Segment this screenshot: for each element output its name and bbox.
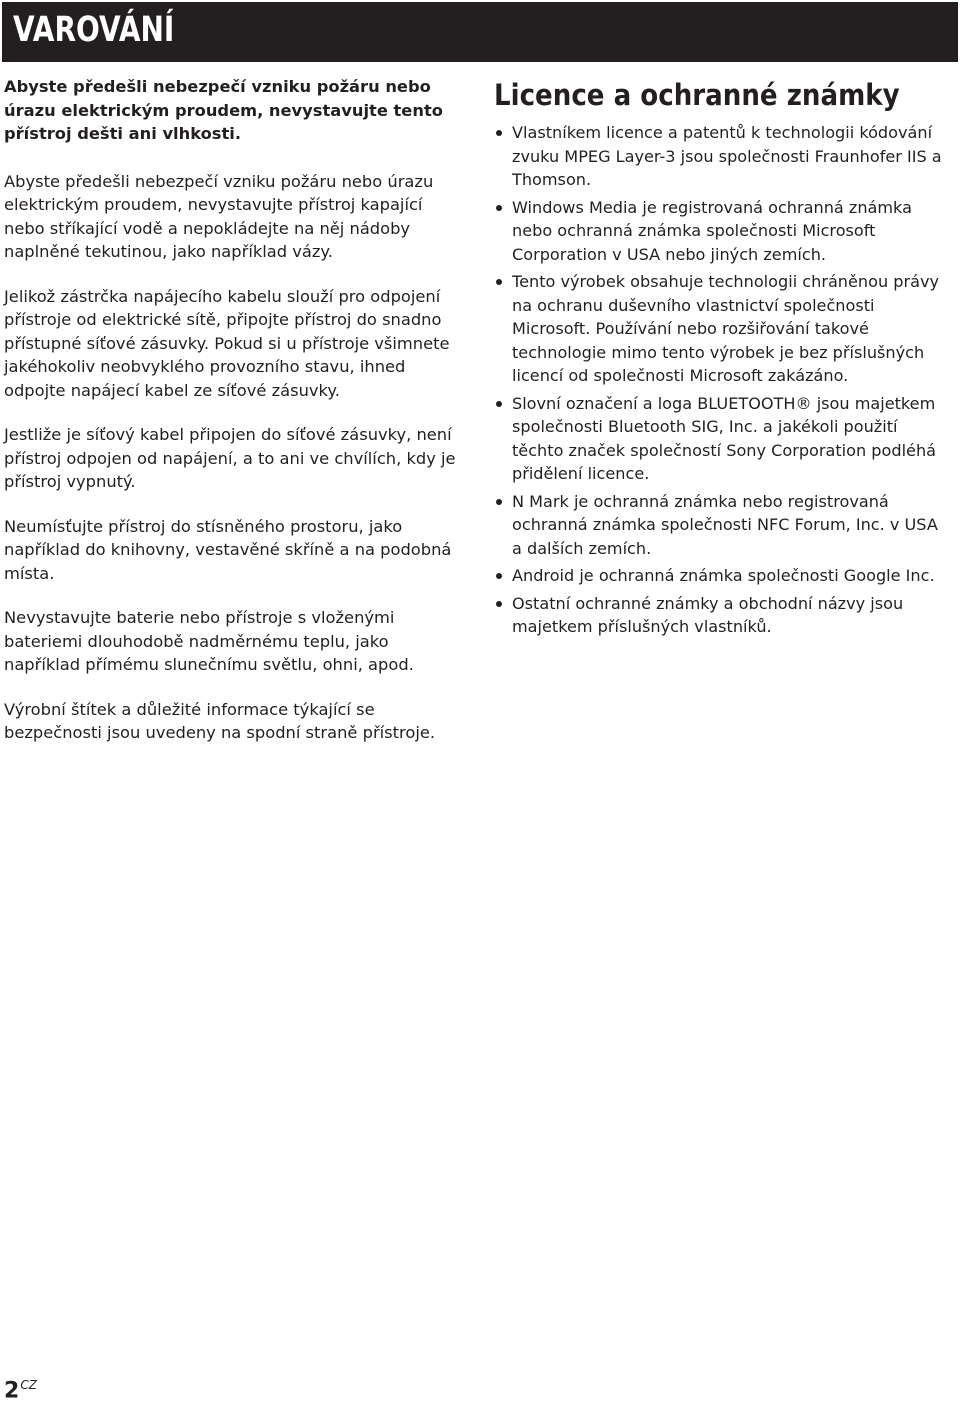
warning-paragraph: Jelikož zástrčka napájecího kabelu slouží pro odpojení přístroje od elektrické sítě, připojte přístroj do snadno přístupné síťové zásuvky. Pokud si u přístroje všimnete jakéhokoliv neobvyklého provozního stavu, ihned odpojte napájecí kabel ze síťové zásuvky. [4, 286, 450, 400]
list-item-text: Tento výrobek obsahuje technologii chráněnou právy na ochranu duševního vlastnictví společnosti Microsoft. Používání nebo rozšiřování takové technologie mimo tento výrobek je bez příslušných licencí od společnosti Microsoft zakázáno. [512, 272, 940, 385]
page-number-value: 2 [4, 1378, 20, 1404]
list-item-text: Ostatní ochranné známky a obchodní názvy jsou majetkem příslušných vlastníků. [512, 593, 904, 636]
list-item-text: Windows Media je registrovaná ochranná známka nebo ochranná známka společnosti Microsoft Corporation v USA nebo jiných zemích. [512, 197, 912, 264]
list-item-text: N Mark je ochranná známka nebo registrovaná ochranná známka společnosti NFC Forum, Inc. v USA a dalších zemích. [512, 491, 938, 558]
bullet-icon [496, 601, 502, 607]
list-item-text: Slovní označení a loga BLUETOOTH® jsou majetkem společnosti Bluetooth SIG, Inc. a jakékoli použití těchto značek společností Sony Corporation podléhá přidělení licence. [512, 393, 937, 483]
list-item [494, 592, 952, 639]
list-item [494, 270, 952, 388]
page-title: VAROVÁNÍ [13, 10, 175, 50]
title-bar [2, 2, 958, 62]
bullet-icon [496, 279, 502, 285]
list-item-text: Android je ochranná známka společnosti Google Inc. [512, 566, 935, 585]
bullet-icon [496, 499, 502, 505]
bullet-icon [496, 130, 502, 136]
trademark-list [494, 121, 952, 639]
warning-paragraph: Abyste předešli nebezpečí vzniku požáru nebo úrazu elektrickým proudem, nevystavujte přístroj kapající nebo stříkající vodě a nepokládejte na něj nádoby naplněné tekutinou, jako například vázy. [4, 171, 434, 261]
list-item [494, 392, 952, 486]
warning-paragraph: Výrobní štítek a důležité informace týkající se bezpečnosti jsou uvedeny na spodní straně přístroje. [4, 699, 436, 742]
list-item [494, 564, 952, 588]
warning-section [4, 75, 466, 766]
warning-paragraph: Jestliže je síťový kabel připojen do síťové zásuvky, není přístroj odpojen od napájení, a to ani ve chvílích, kdy je přístroj vypnutý. [4, 425, 456, 491]
bullet-icon [496, 573, 502, 579]
list-item-text: Vlastníkem licence a patentů k technologii kódování zvuku MPEG Layer-3 jsou společnosti Fraunhofer IIS a Thomson. [512, 123, 942, 189]
list-item [494, 196, 952, 267]
licence-section [494, 75, 952, 643]
warning-paragraph-bold: Abyste předešli nebezpečí vzniku požáru nebo úrazu elektrickým proudem, nevystavujte tento přístroj dešti ani vlhkosti. [4, 77, 443, 143]
list-item [494, 490, 952, 561]
language-code: CZ [20, 1378, 37, 1392]
warning-paragraph: Neumísťujte přístroj do stísněného prostoru, jako například do knihovny, vestavěné skříně a na podobná místa. [4, 516, 452, 583]
page-number [4, 1372, 37, 1404]
warning-paragraph: Nevystavujte baterie nebo přístroje s vloženými bateriemi dlouhodobě nadměrnému teplu, jako například přímému slunečnímu světlu, ohni, apod. [4, 608, 414, 674]
list-item [494, 121, 952, 192]
bullet-icon [496, 401, 502, 407]
section-heading: Licence a ochranné známky [494, 78, 900, 112]
bullet-icon [496, 205, 502, 211]
